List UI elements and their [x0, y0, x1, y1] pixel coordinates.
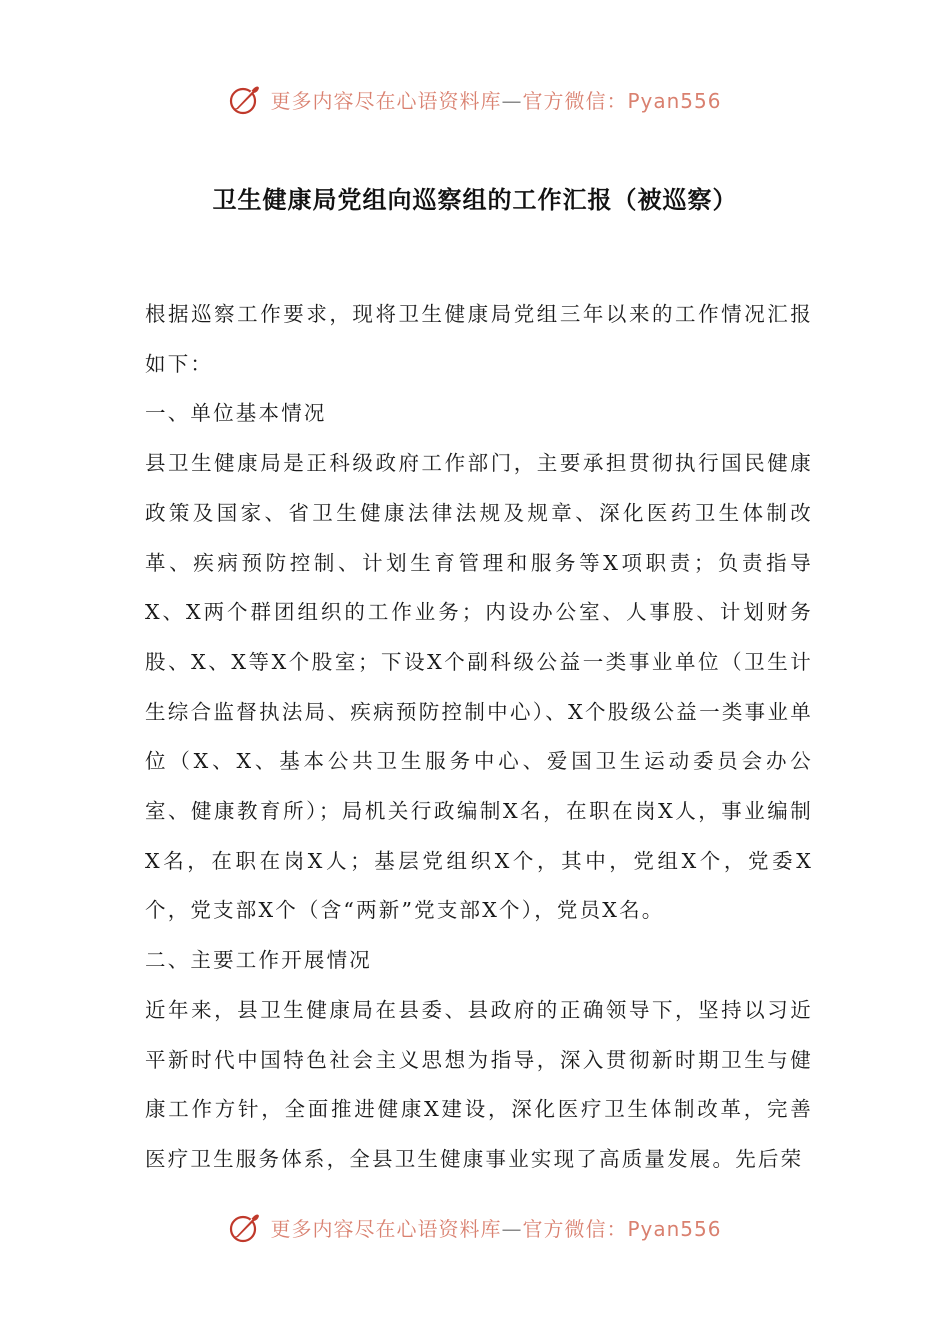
document-body	[145, 290, 813, 1185]
quill-pen-circle-icon	[228, 82, 262, 116]
header-watermark	[0, 82, 950, 116]
quill-pen-circle-icon	[228, 1210, 262, 1244]
section-heading-1: 一、单位基本情况	[145, 401, 327, 426]
watermark-text: 更多内容尽在心语资料库—官方微信：Pyan556	[270, 88, 722, 113]
paragraph-unit-overview: 县卫生健康局是正科级政府工作部门，主要承担贯彻执行国民健康政策及国家、省卫生健康法律法规及规章、深化医药卫生体制改革、疾病预防控制、计划生育管理和服务等X项职责；负责指导X、X两个群团组织的工作业务；内设办公室、人事股、计划财务股、X、X等X个股室；下设X个副科级公益一类事业单位（卫生计生综合监督执法局、疾病预防控制中心）、X个股级公益一类事业单位（X、X、基本公共卫生服务中心、爱国卫生运动委员会办公室、健康教育所）；局机关行政编制X名，在职在岗X人，事业编制X名，在职在岗X人；基层党组织X个，其中，党组X个，党委X个，党支部X个（含“两新”党支部X个），党员X名。	[145, 451, 813, 923]
paragraph-intro: 根据巡察工作要求，现将卫生健康局党组三年以来的工作情况汇报如下：	[145, 302, 813, 376]
paragraph-work-progress: 近年来，县卫生健康局在县委、县政府的正确领导下，坚持以习近平新时代中国特色社会主义思想为指导，深入贯彻新时期卫生与健康工作方针，全面推进健康X建设，深化医疗卫生体制改革，完善医疗卫生服务体系，全县卫生健康事业实现了高质量发展。先后荣	[145, 997, 813, 1171]
footer-watermark	[0, 1210, 950, 1244]
section-heading-2: 二、主要工作开展情况	[145, 948, 372, 973]
watermark-text: 更多内容尽在心语资料库—官方微信：Pyan556	[270, 1216, 722, 1241]
document-title: 卫生健康局党组向巡察组的工作汇报（被巡察）	[212, 186, 738, 214]
